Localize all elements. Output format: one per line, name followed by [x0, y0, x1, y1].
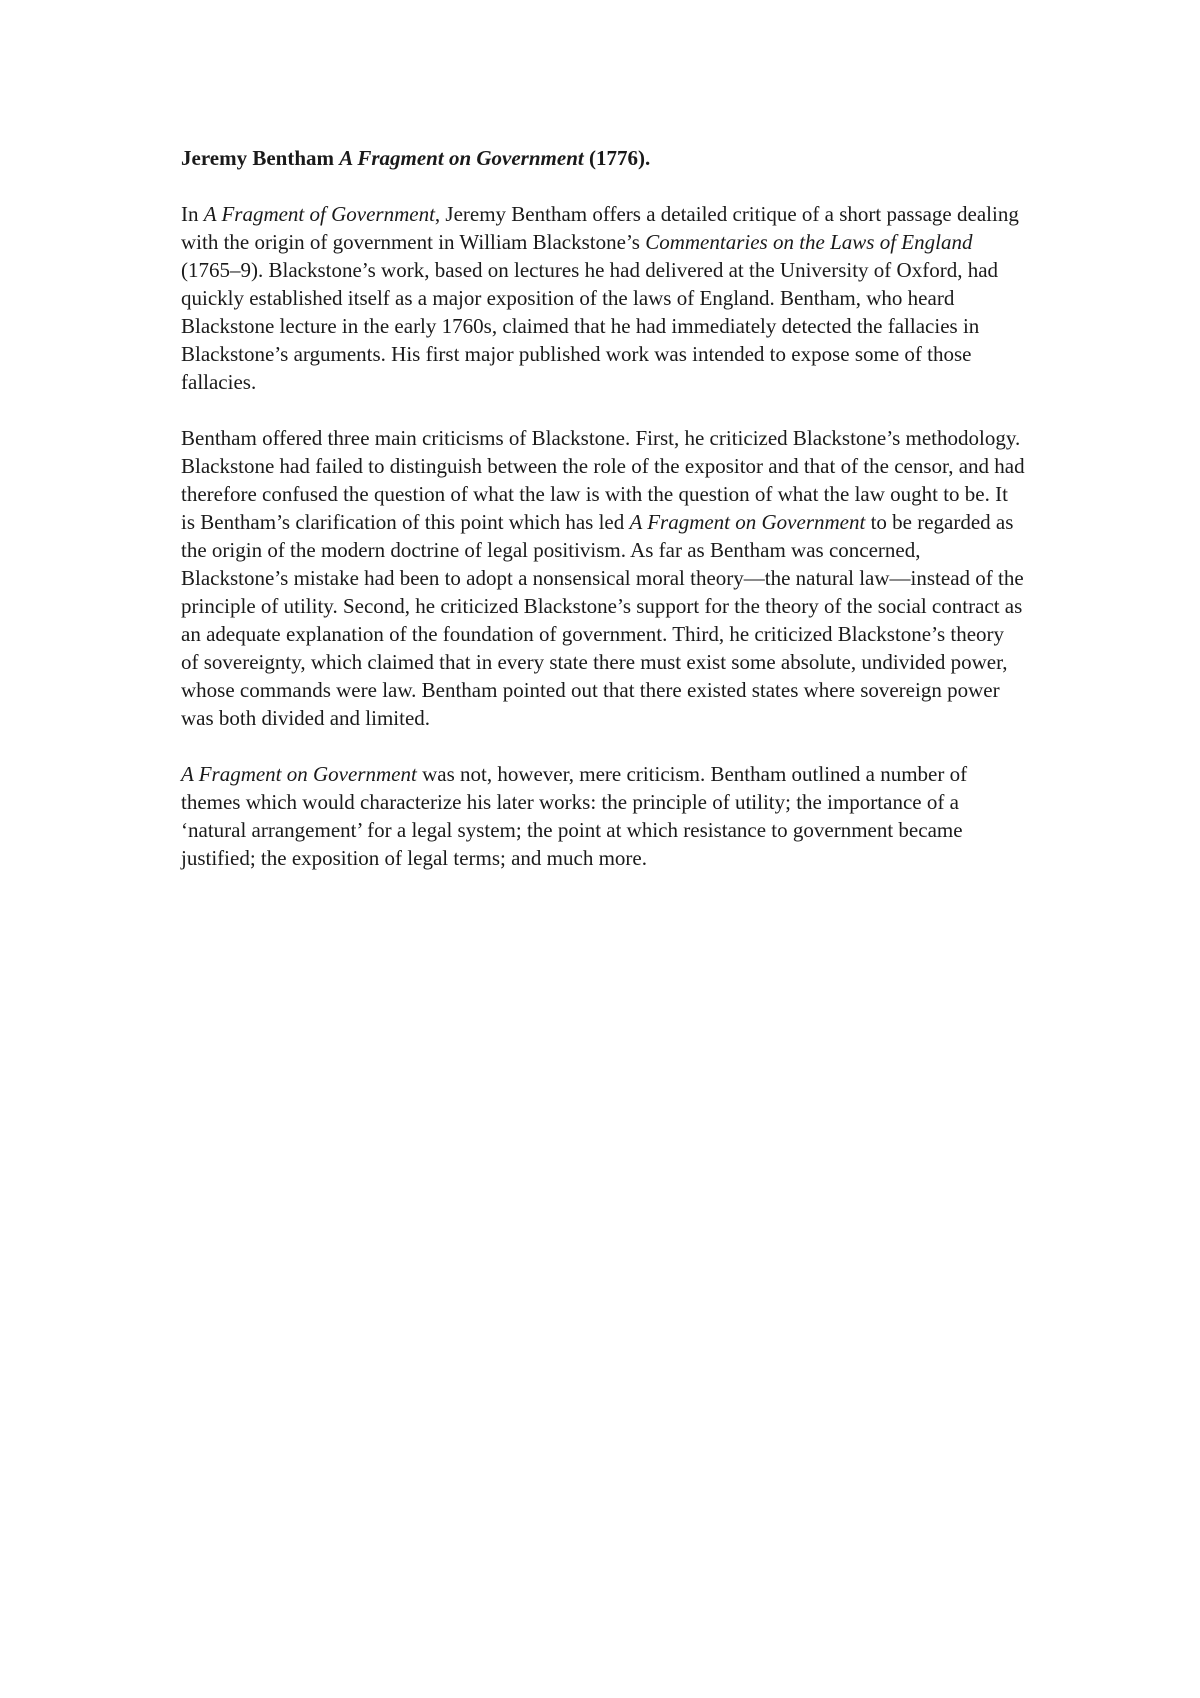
- paragraph-text: In: [181, 202, 204, 226]
- paragraphs: [181, 200, 1026, 872]
- paragraph-text: , Jeremy Bentham offers a detailed critique of a short passage dealing with the origin of government in William Blackstone’s: [181, 202, 1019, 254]
- paragraph: [181, 424, 1026, 732]
- document-body: [181, 144, 1026, 900]
- italic-title-text: A Fragment on Government: [181, 762, 417, 786]
- paragraph-text: Bentham offered three main criticisms of Blackstone. First, he criticized Blackstone’s methodology. Blackstone had failed to distinguish between the role of the expositor and that of the censor, and had therefore confused the question of what the law is with the question of what the law ought to be. It is Bentham’s clarification of this point which has led: [181, 426, 1025, 534]
- document-title: [181, 144, 1026, 172]
- paragraph: [181, 200, 1026, 396]
- paragraph-text: (1765–9). Blackstone’s work, based on lectures he had delivered at the University of Oxford, had quickly established itself as a major exposition of the laws of England. Bentham, who heard Blackstone lecture in the early 1760s, claimed that he had immediately detected the fallacies in Blackstone’s arguments. His first major published work was intended to expose some of those fallacies.: [181, 258, 999, 394]
- title-author: Jeremy Bentham: [181, 146, 334, 170]
- paragraph-text: to be regarded as the origin of the modern doctrine of legal positivism. As far as Bentham was concerned, Blackstone’s mistake had been to adopt a nonsensical moral theory—the natural law—instead of the principle of utility. Second, he criticized Blackstone’s support for the theory of the social contract as an adequate explanation of the foundation of government. Third, he criticized Blackstone’s theory of sovereignty, which claimed that in every state there must exist some absolute, undivided power, whose commands were law. Bentham pointed out that there existed states where sovereign power was both divided and limited.: [181, 510, 1024, 730]
- italic-title-text: A Fragment on Government: [629, 510, 866, 534]
- title-year: (1776).: [588, 146, 651, 170]
- paragraph-text: was not, however, mere criticism. Bentham outlined a number of themes which would characterize his later works: the principle of utility; the importance of a ‘natural arrangement’ for a legal system; the point at which resistance to government became justified; the exposition of legal terms; and much more.: [181, 762, 968, 870]
- title-work: A Fragment on Government: [339, 146, 584, 170]
- paragraph: [181, 760, 1026, 872]
- italic-title-text: A Fragment of Government: [203, 202, 435, 226]
- italic-title-text: Commentaries on the Laws of England: [645, 230, 973, 254]
